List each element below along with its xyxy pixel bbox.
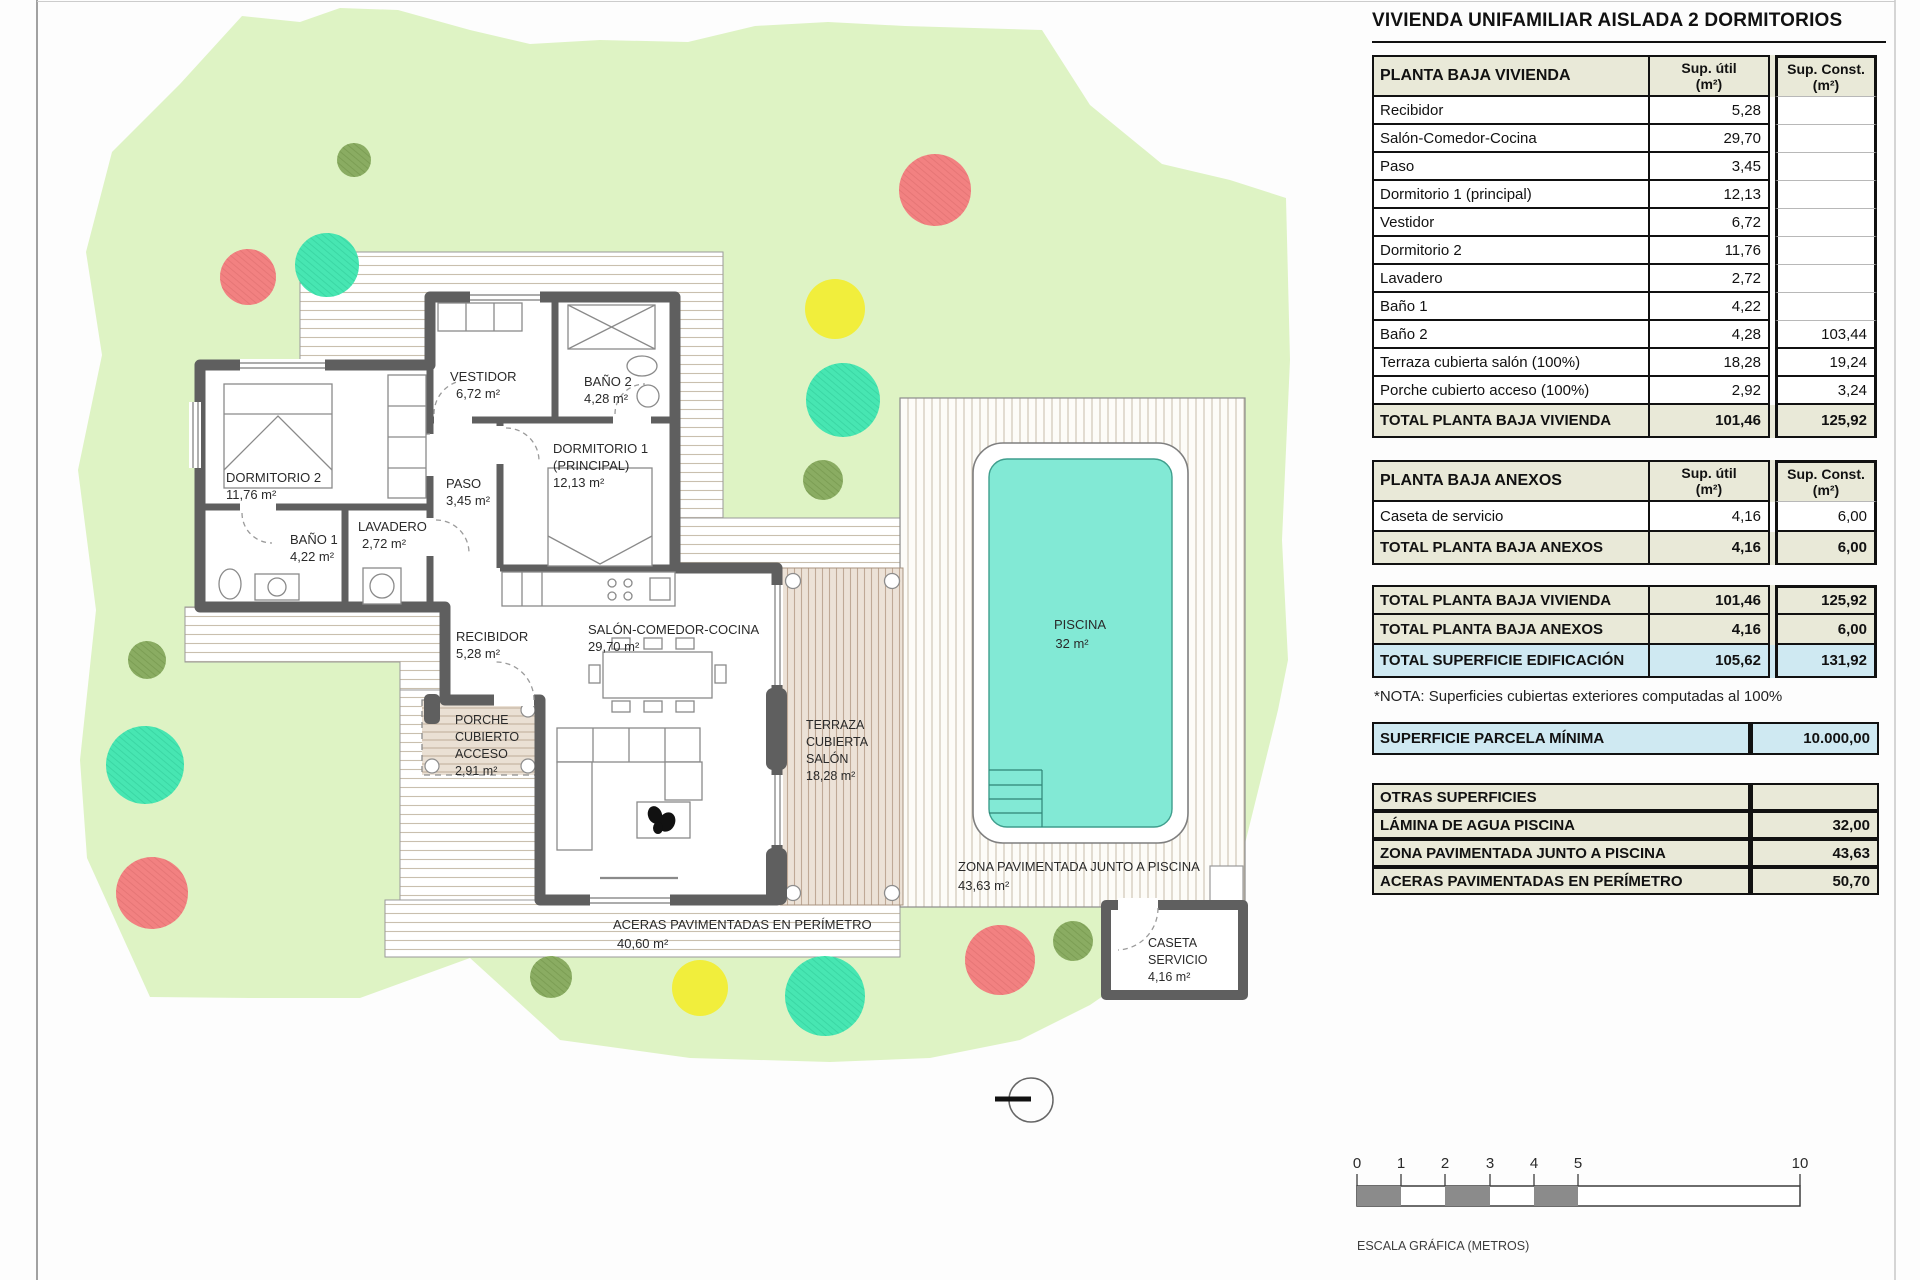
room-label-porche2: CUBIERTO (455, 730, 520, 744)
table-row: Caseta de servicio 4,16 6,00 (1372, 502, 1877, 532)
scale-tick: 3 (1485, 1155, 1495, 1172)
table-row: SUPERFICIE PARCELA MÍNIMA 10.000,00 (1372, 722, 1879, 755)
room-area-bano2: 4,28 m² (584, 391, 629, 406)
hut-label2: SERVICIO (1148, 953, 1208, 967)
table-total-row: TOTAL PLANTA BAJA VIVIENDA 101,46 125,92 (1372, 585, 1877, 615)
scale-tick: 5 (1573, 1155, 1583, 1172)
table-total-row: TOTAL PLANTA BAJA ANEXOS 4,16 6,00 (1372, 532, 1877, 565)
aceras-label: ACERAS PAVIMENTADAS EN PERÍMETRO (613, 917, 872, 932)
room-label-terraza: TERRAZA (806, 718, 865, 732)
room-label-porche: PORCHE (455, 713, 509, 727)
table-resumen (1372, 585, 1877, 678)
room-area-bano1: 4,22 m² (290, 549, 335, 564)
room-label-bano1: BAÑO 1 (290, 532, 338, 547)
room-label-bano2: BAÑO 2 (584, 374, 632, 389)
tree-icon (803, 460, 843, 500)
table-header-row (1372, 460, 1877, 502)
paved-zone-label: ZONA PAVIMENTADA JUNTO A PISCINA (958, 859, 1200, 874)
room-area-lavadero: 2,72 m² (362, 536, 407, 551)
table-row: ACERAS PAVIMENTADAS EN PERÍMETRO 50,70 (1372, 867, 1879, 895)
tree-icon (965, 925, 1035, 995)
hut-label: CASETA (1148, 936, 1198, 950)
scale-caption: ESCALA GRÁFICA (METROS) (1357, 1239, 1530, 1253)
tree-icon (899, 154, 971, 226)
col-header-sup-util: Sup. útil (m²) (1650, 55, 1770, 97)
room-label-paso: PASO (446, 476, 482, 491)
page-title: VIVIENDA UNIFAMILIAR AISLADA 2 DORMITORIOS (1372, 10, 1886, 43)
tree-icon (805, 279, 865, 339)
table-planta-baja-vivienda (1372, 55, 1877, 438)
table-row: Dormitorio 1 (principal) 12,13 (1372, 181, 1877, 209)
room-label-lavadero: LAVADERO (358, 519, 427, 534)
room-area-terraza: 18,28 m² (806, 769, 856, 783)
table-row: Baño 1 4,22 (1372, 293, 1877, 321)
table-header-title: PLANTA BAJA ANEXOS (1372, 460, 1650, 502)
pool-area: 32 m² (1055, 636, 1089, 651)
tree-icon (128, 641, 166, 679)
room-area-porche: 2,91 m² (455, 764, 498, 778)
table-row: ZONA PAVIMENTADA JUNTO A PISCINA 43,63 (1372, 839, 1879, 867)
tree-icon (806, 363, 880, 437)
room-area-salon: 29,70 m² (588, 639, 640, 654)
tree-icon (530, 956, 572, 998)
room-label-terraza2: CUBIERTA (806, 735, 869, 749)
table-parcela-minima (1372, 722, 1879, 755)
room-label-dormitorio1: DORMITORIO 1 (553, 441, 649, 456)
scale-tick: 10 (1791, 1155, 1809, 1172)
tree-icon (116, 857, 188, 929)
scale-tick: 2 (1440, 1155, 1450, 1172)
hut-area: 4,16 m² (1148, 970, 1191, 984)
col-header-sup-const: Sup. Const. (m²) (1775, 55, 1877, 97)
table-header-title: PLANTA BAJA VIVIENDA (1372, 55, 1650, 97)
table-row: Terraza cubierta salón (100%) 18,28 19,24 (1372, 349, 1877, 377)
table-row: Salón-Comedor-Cocina 29,70 (1372, 125, 1877, 153)
table-total-row: TOTAL PLANTA BAJA ANEXOS 4,16 6,00 (1372, 615, 1877, 645)
paved-zone-area: 43,63 m² (958, 878, 1010, 893)
room-label-dormitorio1b: (PRINCIPAL) (553, 458, 630, 473)
table-row: Lavadero 2,72 (1372, 265, 1877, 293)
tree-icon (785, 956, 865, 1036)
table-grand-total-row: TOTAL SUPERFICIE EDIFICACIÓN 105,62 131,92 (1372, 645, 1877, 678)
graphic-scale (1353, 1155, 1809, 1253)
aceras-area: 40,60 m² (617, 936, 669, 951)
room-label-dormitorio2: DORMITORIO 2 (226, 470, 322, 485)
table-note: *NOTA: Superficies cubiertas exteriores computadas al 100% (1374, 688, 1783, 705)
table-header-row: OTRAS SUPERFICIES (1372, 783, 1879, 811)
room-label-recibidor: RECIBIDOR (456, 629, 529, 644)
room-area-paso: 3,45 m² (446, 493, 491, 508)
table-header-row (1372, 55, 1877, 97)
table-otras-superficies (1372, 783, 1879, 895)
tree-icon (295, 233, 359, 297)
pool-label: PISCINA (1053, 617, 1107, 632)
table-row: Baño 2 4,28 103,44 (1372, 321, 1877, 349)
tree-icon (106, 726, 184, 804)
table-row: Vestidor 6,72 (1372, 209, 1877, 237)
utility-connection-icon (995, 1078, 1053, 1122)
room-area-dormitorio1: 12,13 m² (553, 475, 605, 490)
room-label-terraza3: SALÓN (806, 752, 849, 766)
table-row: Porche cubierto acceso (100%) 2,92 3,24 (1372, 377, 1877, 405)
table-row: Paso 3,45 (1372, 153, 1877, 181)
table-total-row: TOTAL PLANTA BAJA VIVIENDA 101,46 125,92 (1372, 405, 1877, 438)
room-label-vestidor: VESTIDOR (450, 369, 517, 384)
room-label-salon: SALÓN-COMEDOR-COCINA (588, 622, 760, 637)
surface-tables (1372, 10, 1886, 890)
room-area-vestidor: 6,72 m² (456, 386, 501, 401)
col-header-sup-const: Sup. Const. (m²) (1775, 460, 1877, 502)
tree-icon (220, 249, 276, 305)
table-row: LÁMINA DE AGUA PISCINA 32,00 (1372, 811, 1879, 839)
room-area-recibidor: 5,28 m² (456, 646, 501, 661)
table-row: Dormitorio 2 11,76 (1372, 237, 1877, 265)
scale-tick: 4 (1529, 1155, 1539, 1172)
tree-icon (1053, 921, 1093, 961)
room-label-porche3: ACCESO (455, 747, 508, 761)
scale-tick: 1 (1396, 1155, 1406, 1172)
table-row: Recibidor 5,28 (1372, 97, 1877, 125)
tree-icon (337, 143, 371, 177)
table-planta-baja-anexos (1372, 460, 1877, 565)
col-header-sup-util: Sup. útil (m²) (1650, 460, 1770, 502)
scale-tick: 0 (1352, 1155, 1362, 1172)
room-area-dormitorio2: 11,76 m² (226, 487, 277, 502)
tree-icon (672, 960, 728, 1016)
